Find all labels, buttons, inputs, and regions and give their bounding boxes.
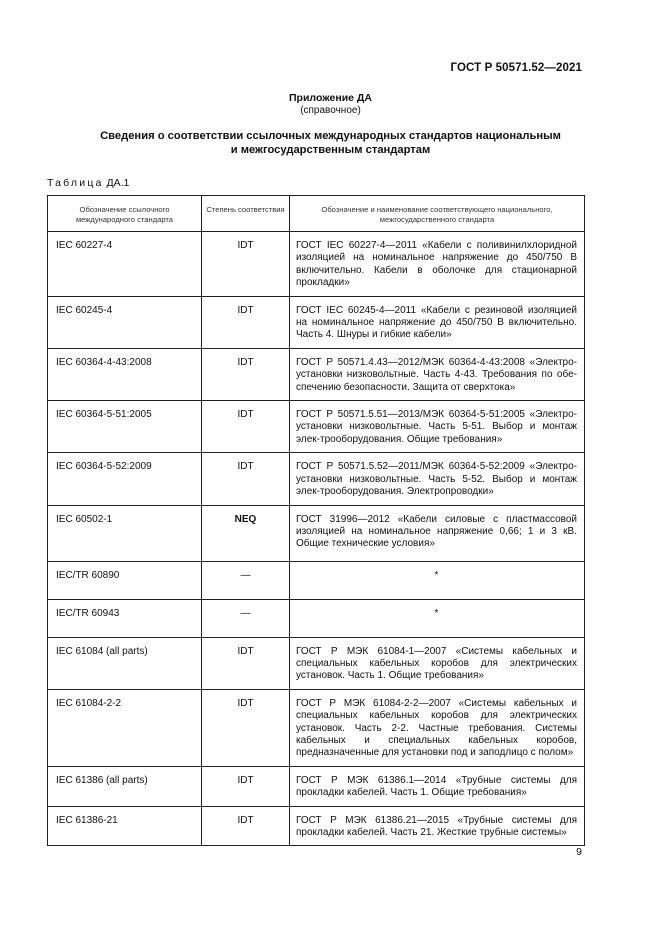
- table-row: [48, 766, 585, 806]
- cell-national: ГОСТ 31996—2012 «Кабели силовые с пластмассовой изоляцией на номинальное напряжение 0,66; 1 и 3 кВ. Общие технические условия»: [290, 505, 585, 561]
- cell-national: ГОСТ Р МЭК 61386.1—2014 «Трубные системы для прокладки кабелей. Часть 1. Общие требования»: [290, 766, 585, 806]
- cell-reference: IEC 61386-21: [48, 806, 202, 846]
- table-row: [48, 689, 585, 766]
- annex-title: Приложение ДА: [289, 92, 372, 104]
- header-degree-of-correspondence: Степень соответствия: [202, 196, 290, 232]
- cell-national: ГОСТ Р МЭК 61084-1—2007 «Системы кабельных и специальных кабельных коробов для электрических установок. Часть 1. Общие требования»: [290, 637, 585, 689]
- cell-degree: —: [202, 599, 290, 637]
- cell-national: *: [290, 561, 585, 599]
- cell-degree: IDT: [202, 806, 290, 846]
- cell-degree: IDT: [202, 766, 290, 806]
- cell-reference: IEC 60502-1: [48, 505, 202, 561]
- table-row: [48, 453, 585, 505]
- cell-reference: IEC/TR 60943: [48, 599, 202, 637]
- cell-national: ГОСТ IEC 60227-4—2011 «Кабели с поливинилхлоридной изоляцией на номинальное напряжение до 450/750 В включительно. Кабели в оболочке для стационарной прокладки»: [290, 232, 585, 297]
- table-row: [48, 505, 585, 561]
- table-row: [48, 348, 585, 400]
- table-row: [48, 232, 585, 297]
- cell-degree: IDT: [202, 453, 290, 505]
- standard-code: ГОСТ Р 50571.52—2021: [450, 62, 582, 74]
- table-row: [48, 599, 585, 637]
- cell-national: ГОСТ Р 50571.5.52—2011/МЭК 60364-5-52:2009 «Электро-установки низковольтные. Часть 5-52. Выбор и монтаж элек-трооборудования. Электропроводки»: [290, 453, 585, 505]
- cell-reference: IEC 61084 (all parts): [48, 637, 202, 689]
- table-row: [48, 806, 585, 846]
- cell-reference: IEC 61386 (all parts): [48, 766, 202, 806]
- table-label-word: Таблица: [47, 177, 104, 189]
- cell-degree: IDT: [202, 401, 290, 453]
- cell-degree: IDT: [202, 296, 290, 348]
- cell-degree: IDT: [202, 232, 290, 297]
- cell-reference: IEC 60227-4: [48, 232, 202, 297]
- section-heading-line-1: Сведения о соответствии ссылочных международных стандартов национальным: [100, 130, 561, 142]
- cell-national: ГОСТ Р 50571.5.51—2013/МЭК 60364-5-51:2005 «Электро-установки низковольтные. Часть 5-51. Выбор и монтаж элек-трооборудования. Общие требования»: [290, 401, 585, 453]
- table-label-id: ДА.1: [106, 177, 130, 189]
- cell-national: *: [290, 599, 585, 637]
- cell-degree: IDT: [202, 348, 290, 400]
- cell-national: ГОСТ Р МЭК 61386.21—2015 «Трубные системы для прокладки кабелей. Часть 21. Жесткие трубные системы»: [290, 806, 585, 846]
- table-row: [48, 401, 585, 453]
- cell-reference: IEC 60364-5-51:2005: [48, 401, 202, 453]
- cell-degree: IDT: [202, 689, 290, 766]
- table-row: [48, 637, 585, 689]
- page-number: 9: [576, 846, 582, 858]
- standards-correspondence-table: [47, 195, 585, 846]
- annex-subtitle: (справочное): [300, 105, 361, 116]
- cell-reference: IEC 60364-4-43:2008: [48, 348, 202, 400]
- table-row: [48, 296, 585, 348]
- section-heading-line-2: и межгосударственным стандартам: [230, 144, 431, 156]
- section-heading: [0, 129, 661, 157]
- cell-reference: IEC 61084-2-2: [48, 689, 202, 766]
- cell-national: ГОСТ Р МЭК 61084-2-2—2007 «Системы кабельных и специальных кабельных коробов для электрических установок. Часть 2-2. Частные требования. Системы кабельных и специальных кабельных коробов, предназначенные для установки под и заподлицо с полом»: [290, 689, 585, 766]
- table-label: [47, 177, 129, 189]
- cell-degree: IDT: [202, 637, 290, 689]
- cell-national: ГОСТ Р 50571.4.43—2012/МЭК 60364-4-43:2008 «Электро-установки низковольтные. Часть 4-43. Требования по обе-спечению безопасности. Защита от сверхтока»: [290, 348, 585, 400]
- cell-national: ГОСТ IEC 60245-4—2011 «Кабели с резиновой изоляцией на номинальное напряжение до 450/750 В включительно. Часть 4. Шнуры и гибкие кабели»: [290, 296, 585, 348]
- cell-reference: IEC 60364-5-52:2009: [48, 453, 202, 505]
- table-row: [48, 561, 585, 599]
- header-national-standard: Обозначение и наименование соответствующего национального, межгосударственного стандарта: [290, 196, 585, 232]
- cell-degree: —: [202, 561, 290, 599]
- cell-reference: IEC 60245-4: [48, 296, 202, 348]
- header-reference-standard: Обозначение ссылочного международного стандарта: [48, 196, 202, 232]
- cell-reference: IEC/TR 60890: [48, 561, 202, 599]
- table-header-row: [48, 196, 585, 232]
- cell-degree: NEQ: [202, 505, 290, 561]
